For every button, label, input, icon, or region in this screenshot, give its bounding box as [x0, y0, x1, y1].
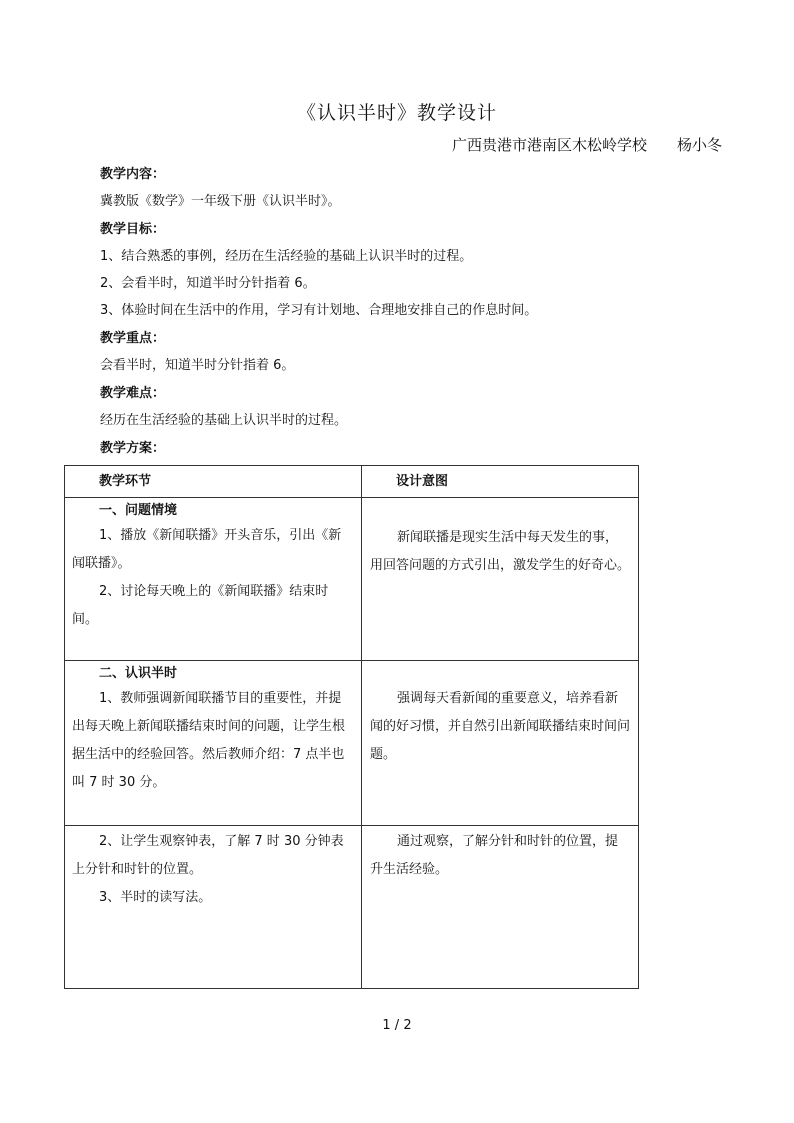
- step-item: 2、让学生观察钟表，了解 7 时 30 分钟表上分针和时针的位置。: [72, 834, 344, 877]
- key-text: 会看半时，知道半时分针指着 6。: [100, 358, 295, 373]
- difficulty-text: 经历在生活经验的基础上认识半时的过程。: [100, 413, 348, 428]
- intent-text: 新闻联播是现实生活中每天发生的事，用回答问题的方式引出，激发学生的好奇心。: [370, 530, 631, 573]
- author-line: 广西贵港市港南区木松岭学校 杨小冬: [451, 136, 722, 154]
- intent-cell: [362, 661, 639, 826]
- goal-2: 2、会看半时，知道半时分针指着 6。: [100, 276, 316, 291]
- document-title: 《认识半时》教学设计: [296, 102, 497, 124]
- header-teaching-step: 教学环节: [65, 466, 362, 498]
- table-row: [65, 498, 639, 661]
- section-title: 一、问题情境: [99, 503, 178, 518]
- step-cell: [65, 498, 362, 661]
- content-text: 冀教版《数学》一年级下册《认识半时》。: [100, 194, 341, 209]
- intent-cell: [362, 498, 639, 661]
- intent-text: 通过观察，了解分针和时针的位置，提升生活经验。: [370, 834, 619, 877]
- goals-heading: 教学目标：: [100, 222, 166, 237]
- table-row: [65, 826, 639, 989]
- teaching-plan-table: [64, 465, 639, 989]
- goal-1: 1、结合熟悉的事例，经历在生活经验的基础上认识半时的过程。: [100, 249, 473, 264]
- step-cell: [65, 826, 362, 989]
- step-item: 1、播放《新闻联播》开头音乐，引出《新闻联播》。: [72, 528, 342, 571]
- key-heading: 教学重点：: [100, 331, 166, 346]
- step-item: 3、半时的读写法。: [99, 890, 212, 905]
- table-row: [65, 661, 639, 826]
- intent-text: 强调每天看新闻的重要意义，培养看新闻的好习惯，并自然引出新闻联播结束时间问题。: [370, 691, 631, 762]
- difficulty-heading: 教学难点：: [100, 386, 166, 401]
- step-cell: [65, 661, 362, 826]
- table-header-row: [65, 466, 639, 498]
- header-design-intent: 设计意图: [362, 466, 639, 498]
- step-item: 2、讨论每天晚上的《新闻联播》结束时间。: [72, 584, 329, 627]
- page-number: 1 / 2: [382, 1018, 412, 1033]
- plan-heading: 教学方案：: [100, 441, 166, 456]
- goal-3: 3、体验时间在生活中的作用，学习有计划地、合理地安排自己的作息时间。: [100, 303, 538, 318]
- intent-cell: [362, 826, 639, 989]
- step-item: 1、教师强调新闻联播节目的重要性，并提出每天晚上新闻联播结束时间的问题，让学生根据生活中的经验回答。然后教师介绍：7 点半也叫 7 时 30 分。: [72, 691, 346, 790]
- content-heading: 教学内容：: [100, 167, 166, 182]
- section-title: 二、认识半时: [99, 666, 178, 681]
